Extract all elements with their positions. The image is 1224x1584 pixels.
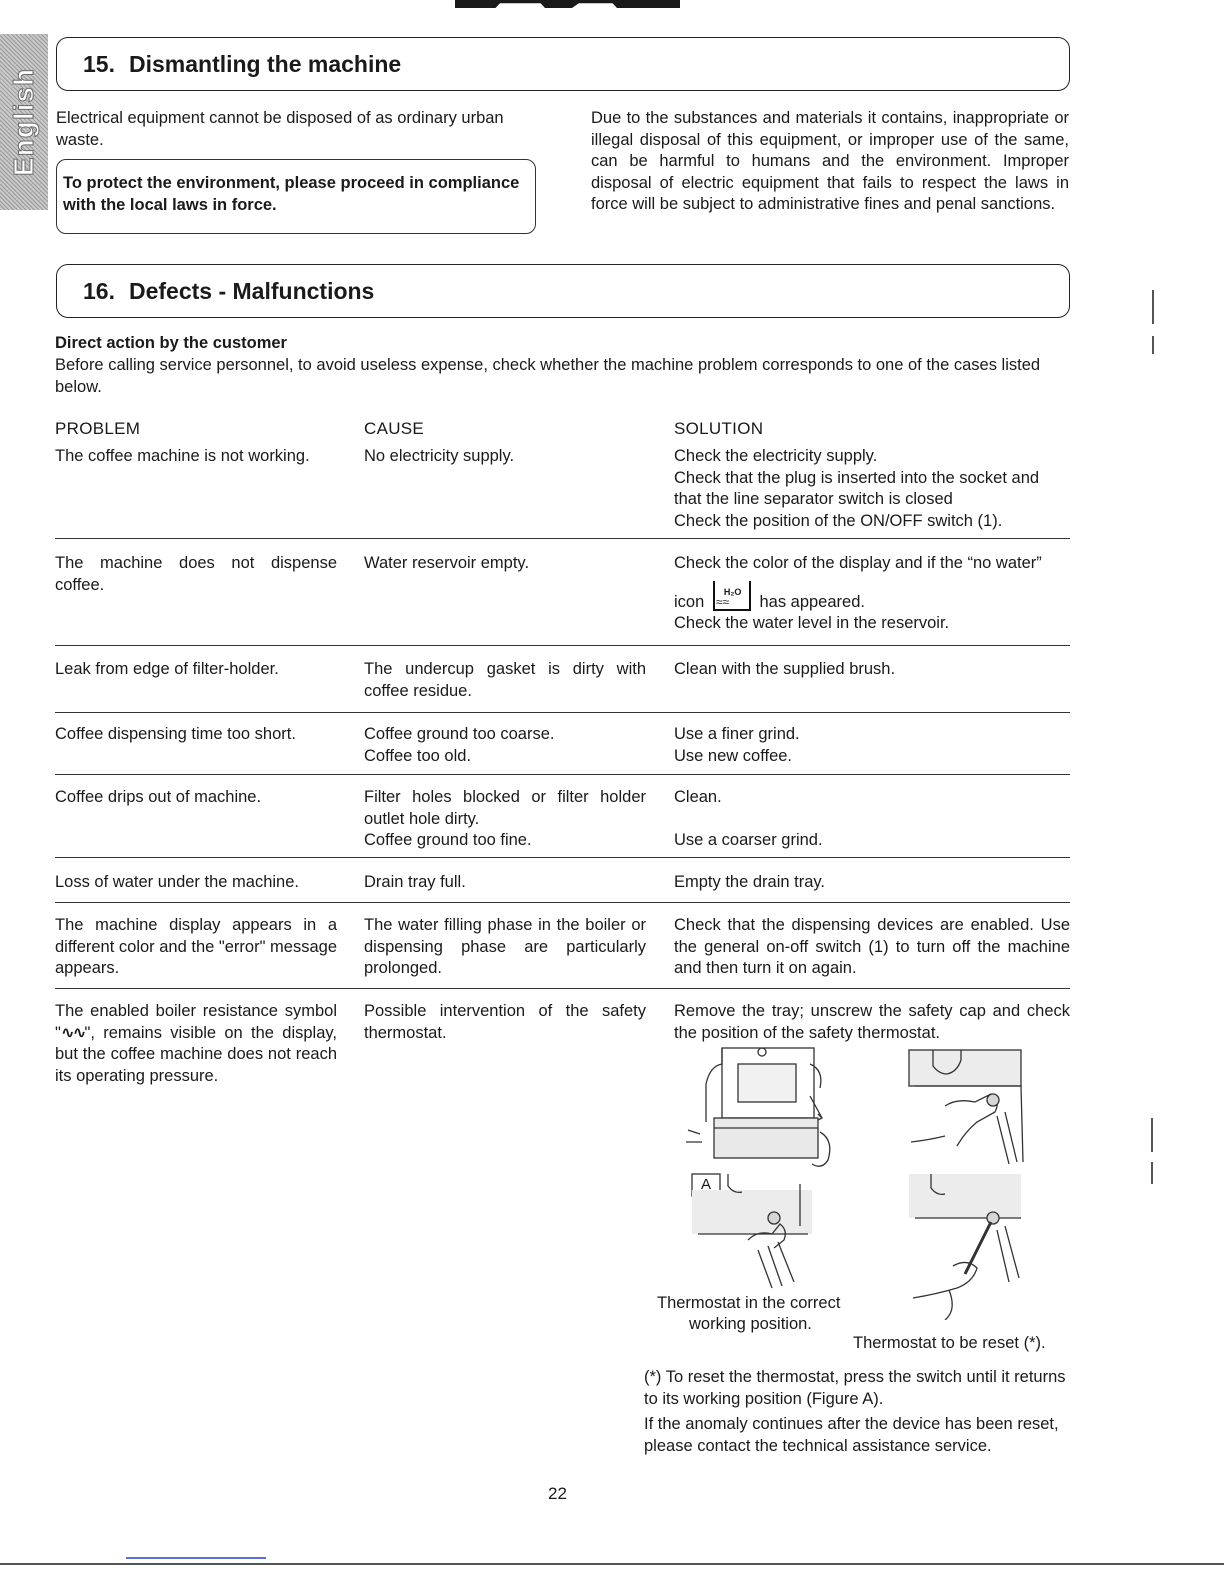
row-0-problem: The coffee machine is not working. <box>55 447 310 465</box>
table-row-divider <box>55 988 1070 989</box>
section-15-right-text: Due to the substances and materials it contains, inappropriate or illegal disposal of this equipment, or improper use of the same, can be harmful to humans and the environment. Improper disposal of electric equipment that fails to respect the laws in force will be subject to administrative fines and penal sanctions. <box>591 109 1069 213</box>
row-7-problem-post: ", remains visible on the display, but the coffee machine does not reach its operating pressure. <box>55 1023 337 1085</box>
no-water-icon: H₂O ≈≈ <box>713 581 751 611</box>
table-row-divider <box>55 857 1070 858</box>
solution-column-header: SOLUTION <box>674 419 764 438</box>
table-row-divider <box>55 712 1070 713</box>
row-4-cause <box>364 787 654 852</box>
caption-correct-line-1: Thermostat in the correct <box>657 1294 841 1312</box>
table-row-divider <box>55 774 1070 775</box>
row-6-cause: The water filling phase in the boiler or dispensing phase are particularly prolonged. <box>364 916 646 977</box>
table-row-divider <box>55 538 1070 539</box>
brand-logo-fragment <box>455 0 680 8</box>
row-7-problem <box>55 1001 337 1087</box>
row-1-solution-line: Check the color of the display and if the “no water” <box>674 554 1042 572</box>
cause-column-header: CAUSE <box>364 419 425 438</box>
section-15-number: 15. <box>83 50 115 77</box>
customer-action-heading: Direct action by the customer <box>55 334 287 352</box>
row-2-cause: The undercup gasket is dirty with coffee residue. <box>364 660 646 700</box>
section-15-left-text: Electrical equipment cannot be disposed of as ordinary urban waste. <box>56 109 504 149</box>
row-5-problem: Loss of water under the machine. <box>55 873 299 891</box>
language-tab-label: English <box>8 67 39 177</box>
scan-bottom-edge <box>0 1563 1224 1565</box>
scan-margin-mark <box>1151 1118 1153 1152</box>
scan-blue-line <box>126 1557 266 1559</box>
section-16-intro: Before calling service personnel, to avoid useless expense, check whether the machine problem corresponds to one of the cases listed below. <box>55 356 1041 396</box>
row-4-problem: Coffee drips out of machine. <box>55 788 262 806</box>
environment-note-box <box>56 159 536 234</box>
caption-correct-line-2: working position. <box>689 1315 812 1333</box>
row-3-solution <box>674 724 1070 767</box>
row-7-solution: Remove the tray; unscrew the safety cap and check the position of the safety thermostat. <box>674 1002 1070 1042</box>
row-3-solution-line: Use new coffee. <box>674 746 793 765</box>
page-number: 22 <box>548 1484 567 1503</box>
row-1-solution-icon-line <box>674 581 1070 614</box>
tray-removal-illustration <box>678 1044 838 1172</box>
row-1-solution <box>674 553 1070 635</box>
row-0-solution <box>674 446 1070 532</box>
row-4-cause-line: Coffee ground too fine. <box>364 831 532 849</box>
section-16-number: 16. <box>83 277 115 304</box>
caption-reset: Thermostat to be reset (*). <box>853 1334 1046 1352</box>
icon-word: icon <box>674 592 705 611</box>
thermostat-reset-illustration <box>905 1170 1025 1320</box>
row-0-solution-line: Check the position of the ON/OFF switch (1). <box>674 511 1003 530</box>
section-15-title-box <box>56 37 1070 91</box>
row-1-problem: The machine does not dispense coffee. <box>55 554 337 594</box>
icon-appeared-text: has appeared. <box>759 592 865 611</box>
no-water-icon-label: H₂O <box>723 586 742 597</box>
row-5-cause: Drain tray full. <box>364 873 466 891</box>
row-3-solution-line: Use a finer grind. <box>674 725 800 743</box>
row-3-cause-line: Coffee too old. <box>364 746 472 765</box>
row-3-problem: Coffee dispensing time too short. <box>55 725 296 743</box>
language-side-tab <box>0 34 48 210</box>
row-4-solution <box>674 787 1070 852</box>
section-16-title: Defects - Malfunctions <box>128 277 375 304</box>
row-4-cause-line: Filter holes blocked or filter holder outlet hole dirty. <box>364 788 646 828</box>
section-16-title-box <box>56 264 1070 318</box>
row-2-problem: Leak from edge of filter-holder. <box>55 660 279 678</box>
row-3-cause <box>364 724 654 767</box>
row-0-cause: No electricity supply. <box>364 447 515 465</box>
figure-a-label: A <box>700 1175 711 1193</box>
row-0-solution-line: Check that the plug is inserted into the socket and that the line separator switch is closed <box>674 468 1040 508</box>
scan-margin-mark <box>1151 1162 1153 1184</box>
row-6-solution: Check that the dispensing devices are enabled. Use the general on-off switch (1) to turn off the machine and then turn it on again. <box>674 916 1070 977</box>
table-row-divider <box>55 645 1070 646</box>
assistance-footnote: If the anomaly continues after the device has been reset, please contact the technical assistance service. <box>644 1415 1059 1455</box>
safety-cap-illustration <box>905 1046 1025 1166</box>
scan-margin-mark <box>1152 336 1154 354</box>
problem-column-header: PROBLEM <box>55 419 141 438</box>
row-4-solution-line: Clean. <box>674 788 722 806</box>
row-4-solution-line: Use a coarser grind. <box>674 831 823 849</box>
row-3-cause-line: Coffee ground too coarse. <box>364 725 555 743</box>
row-7-problem-pre: The enabled boiler resistance symbol " <box>55 1002 337 1042</box>
row-5-solution: Empty the drain tray. <box>674 873 826 891</box>
row-7-cause: Possible intervention of the safety thermostat. <box>364 1002 646 1042</box>
scan-margin-mark <box>1152 290 1154 324</box>
row-1-solution-line: Check the water level in the reservoir. <box>674 614 950 632</box>
section-15-title: Dismantling the machine <box>128 50 402 77</box>
row-6-problem: The machine display appears in a different color and the "error" message appears. <box>55 916 337 977</box>
boiler-resistance-symbol-icon: ∿∿ <box>60 1023 85 1042</box>
environment-note-text: To protect the environment, please proceed in compliance with the local laws in force. <box>63 174 520 214</box>
row-0-solution-line: Check the electricity supply. <box>674 447 878 465</box>
row-1-cause: Water reservoir empty. <box>364 554 530 572</box>
reset-footnote: (*) To reset the thermostat, press the switch until it returns to its working position (Figure A). <box>644 1368 1066 1408</box>
row-2-solution: Clean with the supplied brush. <box>674 660 896 678</box>
table-row-divider <box>55 902 1070 903</box>
